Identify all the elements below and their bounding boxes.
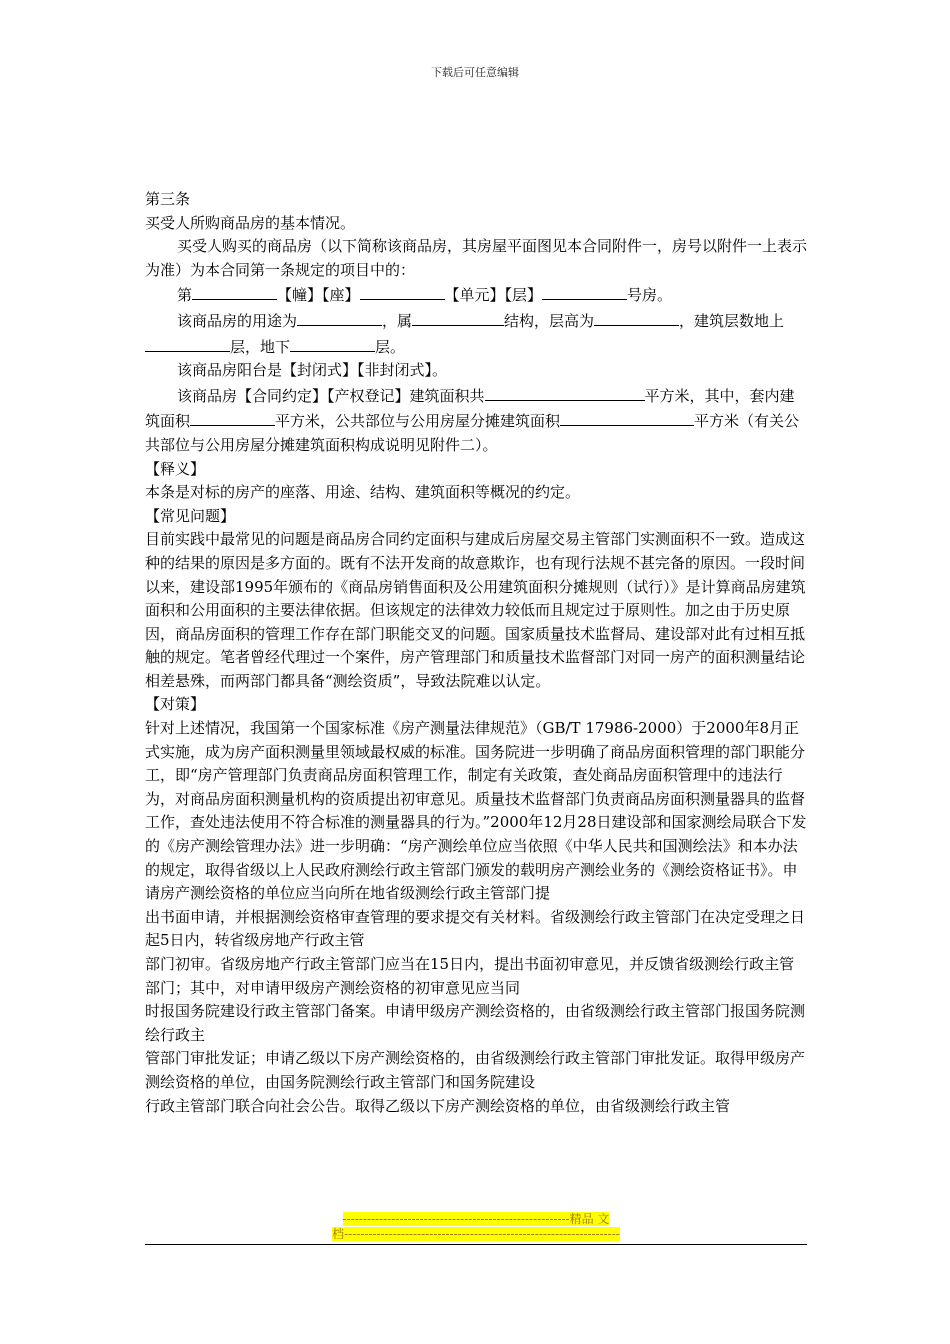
article-title: 第三条 <box>145 190 191 208</box>
usage-line <box>145 308 807 359</box>
footer-divider <box>145 1244 807 1245</box>
section-body-shiyi: 本条是对标的房产的座落、用途、结构、建筑面积等概况的约定。 <box>145 483 581 502</box>
blank-field <box>594 308 679 326</box>
usage-text-3: 结构，层高为 <box>504 311 595 330</box>
usage-text-4: ，建筑层数地上 <box>679 311 785 330</box>
room-number-line <box>145 282 807 308</box>
area-text-1: 该商品房【合同约定】【产权登记】建筑面积共 <box>177 386 485 405</box>
usage-text-6: 层。 <box>375 337 406 356</box>
blank-field <box>192 282 277 300</box>
footer-banner-text-1: --------------------------------------------------------精品 文 <box>342 1212 610 1226</box>
duice-line-5: 管部门审批发证；申请乙级以下房产测绘资格的，由省级测绘行政主管部门审批发证。取得甲级房产测绘资格的单位，由国务院测绘行政主管部门和国务院建设 <box>145 1049 806 1091</box>
usage-text-1: 该商品房的用途为 <box>177 311 298 330</box>
section-heading-duice: 【对策】 <box>145 695 206 714</box>
blank-field <box>360 282 445 300</box>
page-header: 下载后可任意编辑 <box>431 66 519 79</box>
blank-field <box>542 282 627 300</box>
area-text-2: 平方米，其中，套内建筑面积 <box>145 386 795 431</box>
duice-line-6: 行政主管部门联合向社会公告。取得乙级以下房产测绘资格的单位，由省级测绘行政主管 <box>145 1096 731 1115</box>
article-paragraph-1: 买受人购买的商品房（以下简称该商品房，其房屋平面图见本合同附件一，房号以附件一上表示为准）为本合同第一条规定的项目中的： <box>145 237 808 279</box>
section-body-duice: 针对上述情况，我国第一个国家标准《房产测量法律规范》（GB/T 17986-2000）于2000年8月正式实施，成为房产面积测量里领域最权威的标准。国务院进一步明确了商品房面积管理的部门职能分工，即“房产管理部门负责商品房面积管理工作，制定有关政策，查处商品房面积管理中的违法行为，对商品房面积测量机构的资质提出初审意见。质量技术监督部门负责商品房面积测量器具的监督工作，查处违法使用不符合标准的测量器具的行为。”2000年12月28日建设部和国家测绘局联合下发的《房产测绘管理办法》进一步明确：“房产测绘单位应当依照《中华人民共和国测绘法》和本办法的规定，取得省级以上人民政府测绘行政主管部门颁发的载明房产测绘业务的《测绘资格证书》。申请房产测绘资格的单位应当向所在地省级测绘行政主管部门提 <box>145 719 807 903</box>
area-text-3: 平方米，公共部位与公用房屋分摊建筑面积 <box>275 412 561 431</box>
room-text-4: 号房。 <box>627 286 673 305</box>
area-text-4: 平方米（有关公共部位与公用房屋分摊建筑面积构成说明见附件二）。 <box>145 412 800 454</box>
document-body <box>145 188 807 1118</box>
article-subtitle: 买受人所购商品房的基本情况。 <box>145 213 356 232</box>
blank-field <box>560 408 694 426</box>
blank-field <box>485 383 645 401</box>
section-body-changjian: 目前实践中最常见的问题是商品房合同约定面积与建成后房屋交易主管部门实测面积不一致。造成这种的结果的原因是多方面的。既有不法开发商的故意欺诈，也有现行法规不甚完备的原因。一段时间以来，建设部1995年颁布的《商品房销售面积及公用建筑面积分摊规则（试行）》是计算商品房建筑面积和公用面积的主要法律依据。但该规定的法律效力较低而且规定过于原则性。加之由于历史原因，商品房面积的管理工作存在部门职能交叉的问题。国家质量技术监督局、建设部对此有过相互抵触的规定。笔者曾经代理过一个案件，房产管理部门和质量技术监督部门对同一房产的面积测量结论相差悬殊，而两部门都具备“测绘资质”，导致法院难以认定。 <box>145 530 806 690</box>
duice-line-2: 出书面申请，并根据测绘资格审查管理的要求提交有关材料。省级测绘行政主管部门在决定受理之日起5日内，转省级房地产行政主管 <box>145 907 806 950</box>
balcony-line: 该商品房阳台是【封闭式】【非封闭式】。 <box>177 361 448 380</box>
blank-field <box>190 408 275 426</box>
blank-field <box>290 334 375 352</box>
blank-field <box>297 308 382 326</box>
duice-line-4: 时报国务院建设行政主管部门备案。申请甲级房产测绘资格的，由省级测绘行政主管部门报国务院测绘行政主 <box>145 1002 806 1044</box>
duice-line-3: 部门初审。省级房地产行政主管部门应当在15日内，提出书面初审意见，并反馈省级测绘行政主管部门；其中，对申请甲级房产测绘资格的初审意见应当同 <box>145 955 795 997</box>
footer-banner-line-1 <box>145 1212 807 1226</box>
blank-field <box>145 334 230 352</box>
usage-text-5: 层，地下 <box>230 337 291 356</box>
footer-banner-line-2 <box>145 1227 807 1241</box>
area-line <box>145 383 807 458</box>
footer-banner-text-2: 档-------------------------------------------------------------------- <box>332 1227 620 1241</box>
room-text-2: 【幢】【座】 <box>277 286 360 305</box>
room-text-3: 【单元】【层】 <box>444 286 543 305</box>
section-heading-changjian: 【常见问题】 <box>145 506 236 525</box>
blank-field <box>412 308 504 326</box>
room-text-1: 第 <box>177 286 193 305</box>
usage-text-2: ，属 <box>382 311 413 330</box>
section-heading-shiyi: 【释义】 <box>145 459 206 478</box>
